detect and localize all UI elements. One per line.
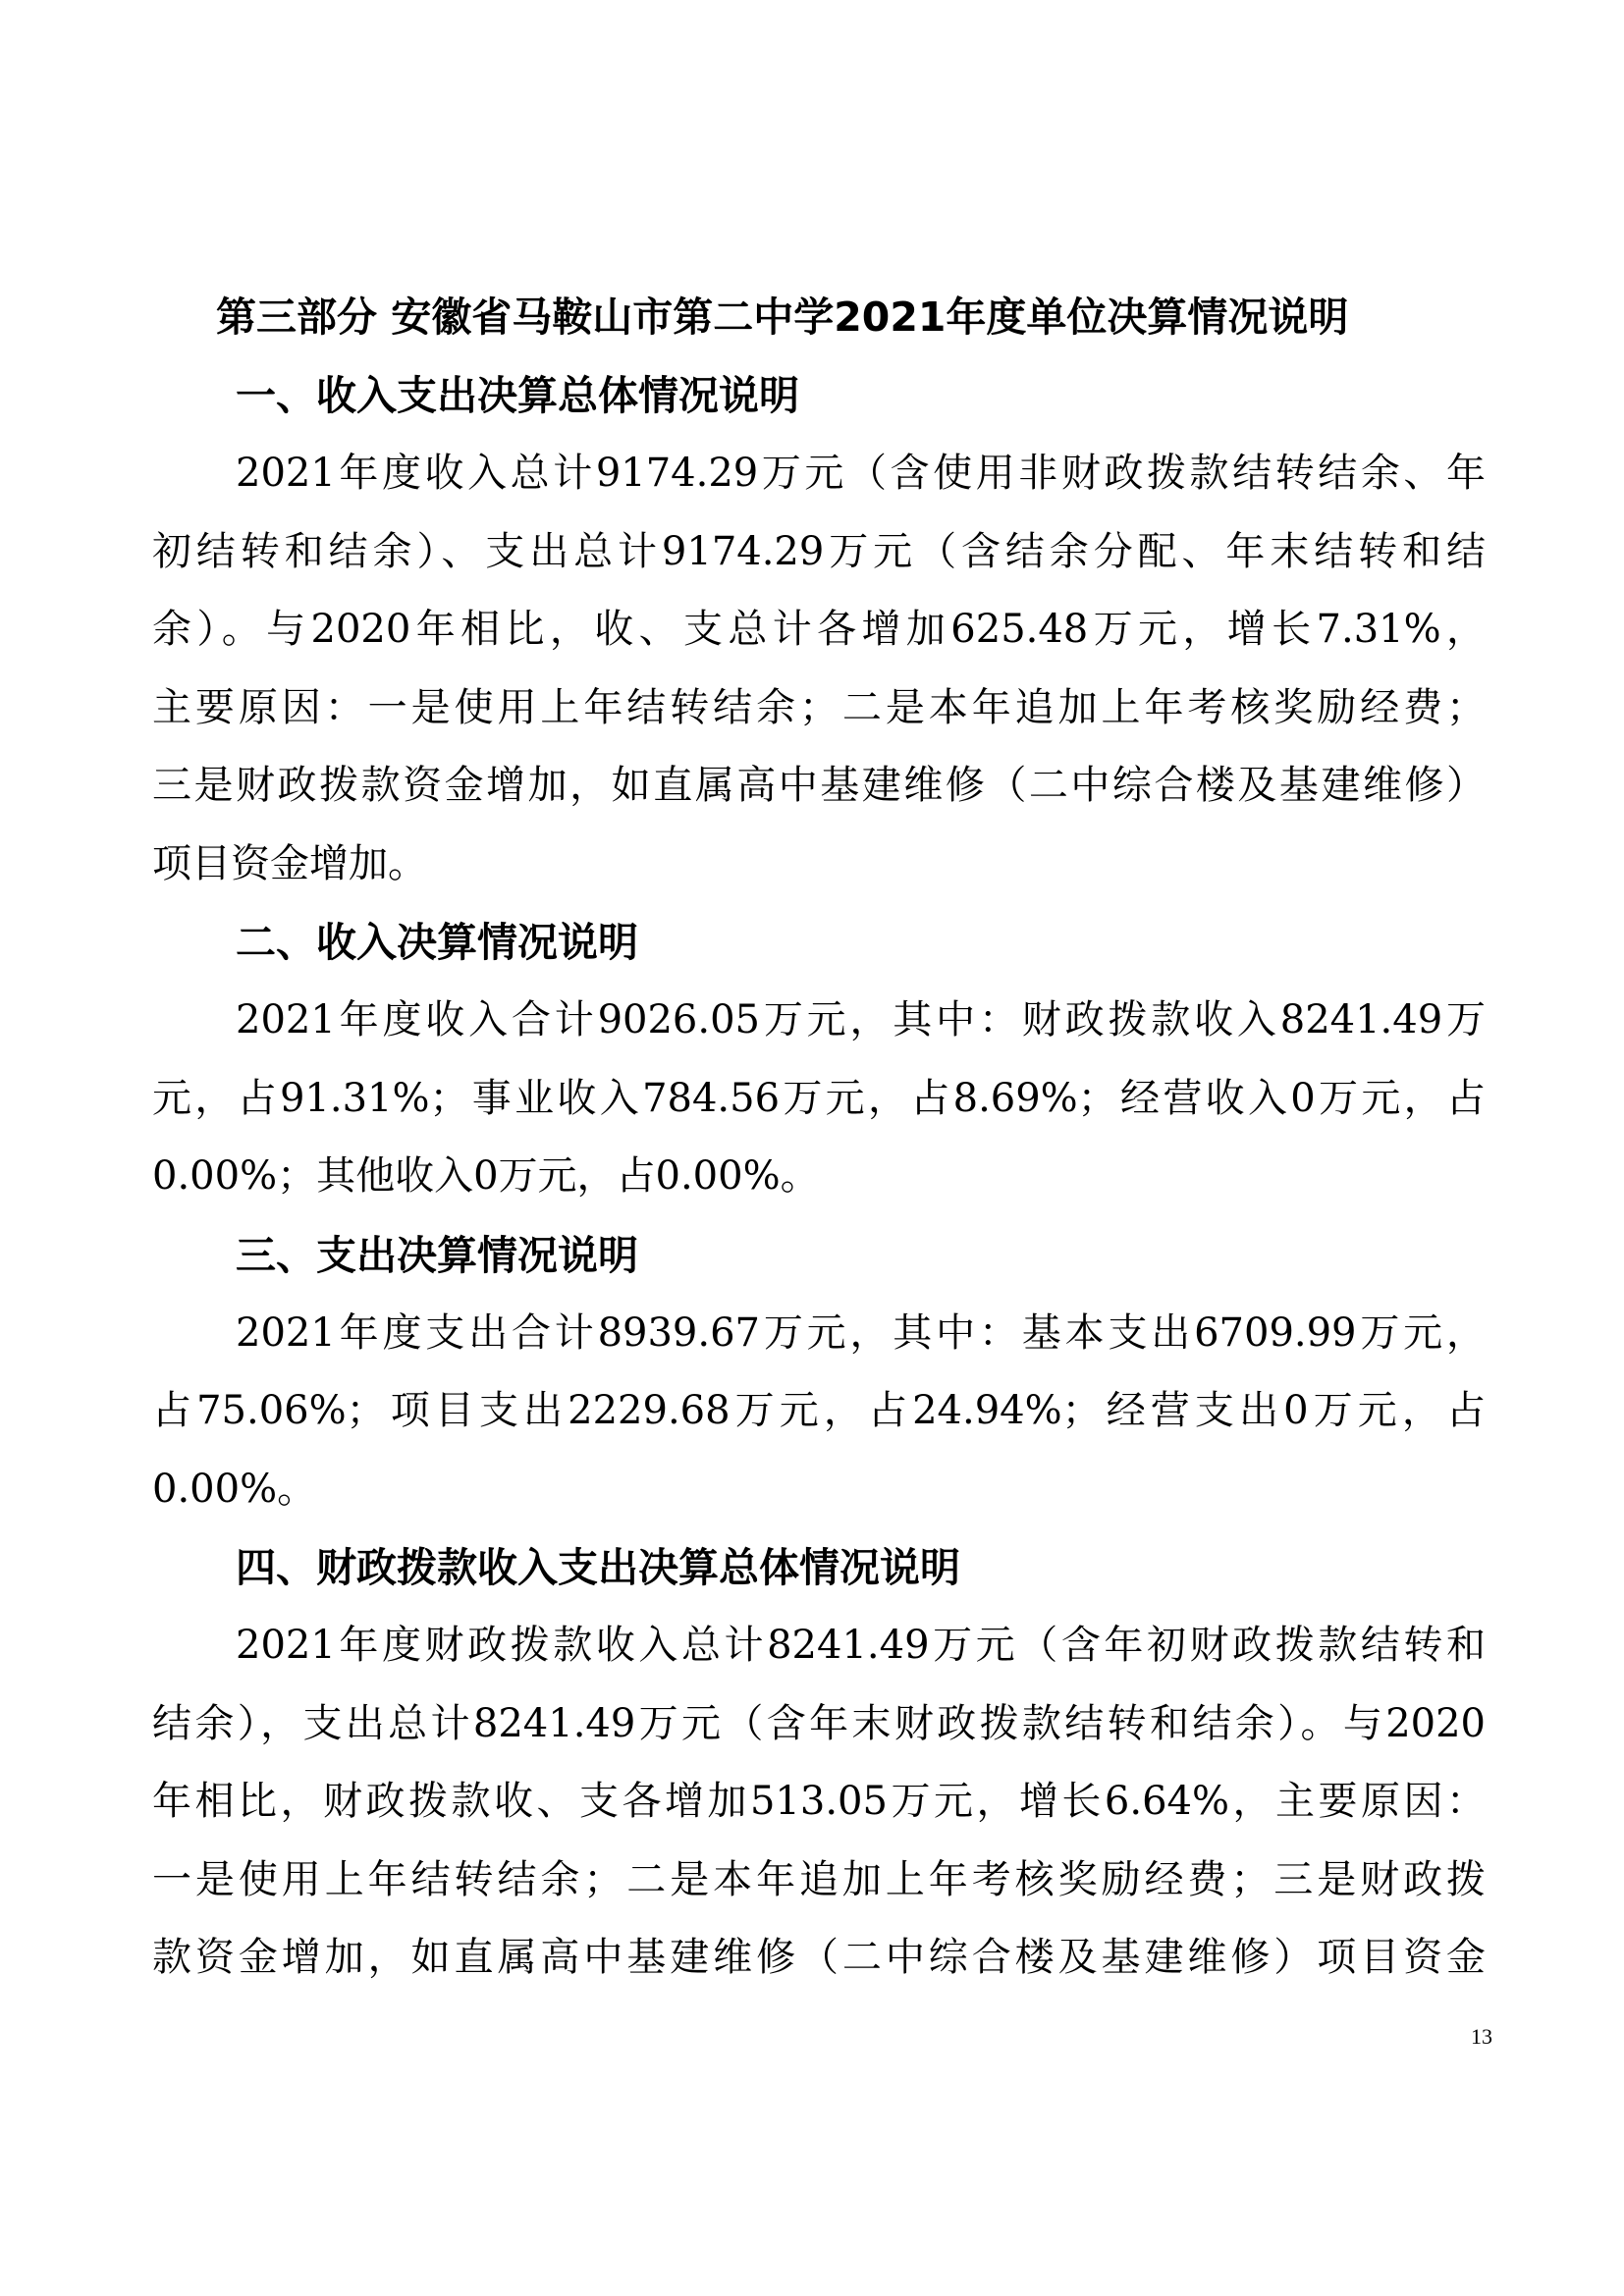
paragraph-line: 结余），支出总计8241.49万元（含年末财政拨款结转和结余）。与2020	[152, 1700, 1486, 1746]
section-paragraph-income	[152, 982, 1486, 1216]
document-body	[152, 278, 1486, 1998]
paragraph-line: 三是财政拨款资金增加，如直属高中基建维修（二中综合楼及基建维修）	[152, 763, 1486, 808]
document-title: 第三部分 安徽省马鞍山市第二中学2021年度单位决算情况说明	[216, 294, 1349, 341]
section-heading-income: 二、收入决算情况说明	[236, 919, 638, 966]
paragraph-line: 2021年度收入合计9026.05万元，其中：财政拨款收入8241.49万	[236, 997, 1486, 1042]
paragraph-line: 年相比，财政拨款收、支各增加513.05万元，增长6.64%，主要原因：	[152, 1779, 1486, 1824]
paragraph-line: 2021年度支出合计8939.67万元，其中：基本支出6709.99万元，	[236, 1309, 1486, 1356]
section-heading-expense: 三、支出决算情况说明	[236, 1231, 638, 1279]
section-paragraph-fiscal-appropriation	[152, 1607, 1486, 1998]
section-heading-income-expense-overview: 一、收入支出决算总体情况说明	[236, 372, 799, 419]
paragraph-line: 0.00%。	[152, 1466, 317, 1512]
paragraph-line: 0.00%；其他收入0万元，占0.00%。	[152, 1153, 820, 1199]
paragraph-line: 项目资金增加。	[152, 840, 427, 886]
paragraph-line: 一是使用上年结转结余；二是本年追加上年考核奖励经费；三是财政拨	[152, 1856, 1486, 1902]
paragraph-line: 余）。与2020年相比，收、支总计各增加625.48万元，增长7.31%，	[152, 607, 1486, 652]
paragraph-line: 款资金增加，如直属高中基建维修（二中综合楼及基建维修）项目资金	[152, 1935, 1486, 1980]
section-paragraph-income-expense-overview	[152, 435, 1486, 903]
section-paragraph-expense	[152, 1295, 1486, 1529]
paragraph-line: 主要原因：一是使用上年结转结余；二是本年追加上年考核奖励经费；	[152, 684, 1486, 730]
section-heading-fiscal-appropriation: 四、财政拨款收入支出决算总体情况说明	[236, 1544, 960, 1591]
paragraph-line: 2021年度收入总计9174.29万元（含使用非财政拨款结转结余、年	[236, 451, 1486, 496]
paragraph-line: 占75.06%；项目支出2229.68万元，占24.94%；经营支出0万元，占	[152, 1388, 1486, 1433]
paragraph-line: 初结转和结余）、支出总计9174.29万元（含结余分配、年末结转和结	[152, 528, 1486, 574]
page-number: 13	[1471, 2024, 1492, 2049]
paragraph-line: 2021年度财政拨款收入总计8241.49万元（含年初财政拨款结转和	[236, 1623, 1486, 1668]
paragraph-line: 元，占91.31%；事业收入784.56万元，占8.69%；经营收入0万元，占	[152, 1075, 1486, 1121]
